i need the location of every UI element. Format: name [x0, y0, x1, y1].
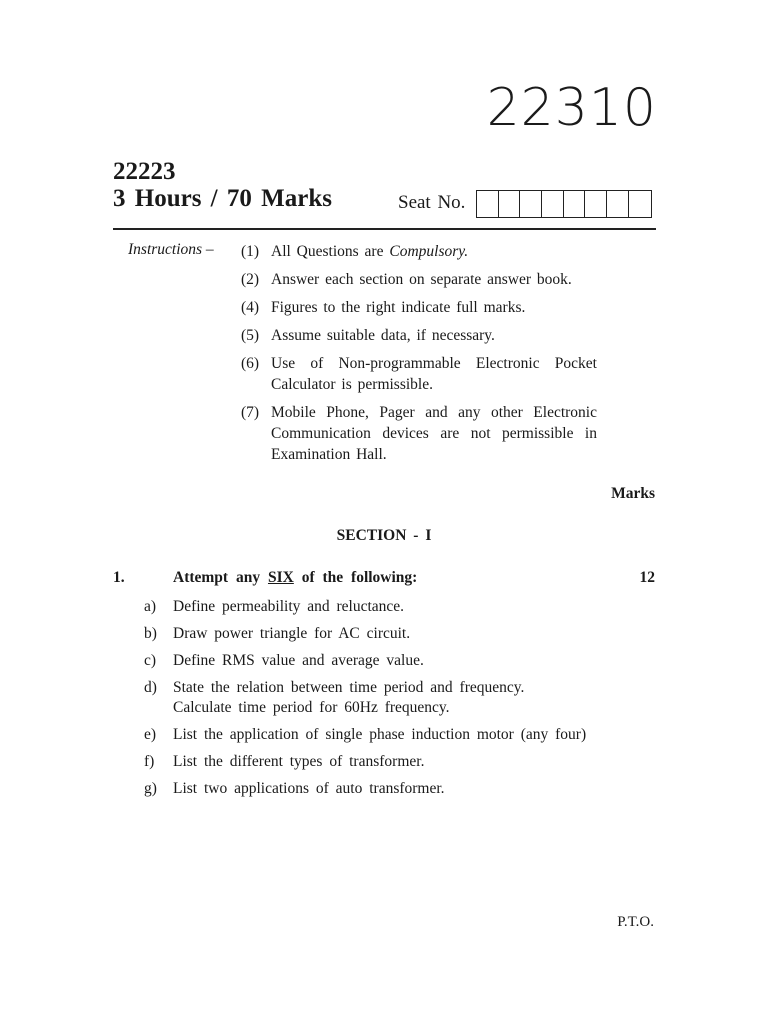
sub-question-text: Draw power triangle for AC circuit. — [173, 625, 411, 642]
seat-digit-box[interactable] — [629, 191, 651, 217]
instruction-number: (5) — [241, 327, 260, 344]
instruction-item — [241, 402, 597, 465]
question-heading-end: of the following: — [293, 569, 418, 586]
instruction-text — [271, 241, 597, 262]
sub-question-label: f) — [144, 753, 155, 770]
duration-marks: 3 Hours / 70 Marks — [113, 185, 332, 212]
instruction-text: Assume suitable data, if necessary. — [271, 327, 495, 344]
seat-digit-box[interactable] — [564, 191, 586, 217]
instructions-list — [241, 241, 597, 472]
instruction-item — [241, 297, 597, 318]
sub-question-list — [144, 597, 624, 806]
question-marks: 12 — [639, 569, 655, 586]
instruction-number: (6) — [241, 355, 260, 372]
sub-question-label: a) — [144, 598, 157, 615]
instruction-item — [241, 325, 597, 346]
sub-question-text: List the different types of transformer. — [173, 753, 425, 770]
sub-question-text: List two applications of auto transformer. — [173, 780, 445, 797]
instruction-item — [241, 269, 597, 290]
instruction-text-italic: Compulsory. — [389, 243, 469, 260]
sub-question-label: c) — [144, 652, 157, 669]
sub-question-line: Calculate time period for 60Hz frequency. — [173, 699, 450, 716]
instruction-text-plain: All Questions are — [271, 243, 390, 260]
sub-question — [144, 624, 624, 644]
seat-digit-box[interactable] — [585, 191, 607, 217]
instruction-text: Answer each section on separate answer book. — [271, 271, 572, 288]
instruction-text: Figures to the right indicate full marks. — [271, 299, 526, 316]
sub-question-label: g) — [144, 780, 157, 797]
instruction-item — [241, 353, 597, 395]
sub-question — [144, 597, 624, 617]
sub-question — [144, 651, 624, 671]
sub-question-text — [173, 678, 624, 718]
subject-code: 22223 — [113, 158, 176, 185]
sub-question-text: List the application of single phase induction motor (any four) — [173, 726, 587, 743]
sub-question — [144, 678, 624, 718]
sub-question-text: Define RMS value and average value. — [173, 652, 424, 669]
marks-column-label: Marks — [611, 485, 655, 502]
instruction-number: (4) — [241, 299, 260, 316]
seat-digit-box[interactable] — [542, 191, 564, 217]
seat-digit-box[interactable] — [499, 191, 521, 217]
instruction-text: Mobile Phone, Pager and any other Electronic Communication devices are not permissible in Examination Hall. — [271, 404, 597, 463]
sub-question-text: Define permeability and reluctance. — [173, 598, 405, 615]
sub-question — [144, 725, 624, 745]
instruction-number: (7) — [241, 404, 260, 421]
page-turn-note: P.T.O. — [617, 914, 654, 930]
instruction-item — [241, 241, 597, 262]
seat-digit-box[interactable] — [520, 191, 542, 217]
seat-digit-box[interactable] — [607, 191, 629, 217]
sub-question-label: e) — [144, 726, 157, 743]
seat-digit-box[interactable] — [477, 191, 499, 217]
question-heading-start: Attempt any — [173, 569, 268, 586]
question-heading-underlined: SIX — [267, 569, 294, 586]
paper-code: 22310 — [486, 78, 657, 138]
sub-question — [144, 752, 624, 772]
instruction-number: (2) — [241, 271, 260, 288]
sub-question — [144, 779, 624, 799]
instruction-number: (1) — [241, 243, 260, 260]
instructions-label: Instructions – — [128, 241, 214, 258]
sub-question-label: d) — [144, 679, 157, 696]
seat-number-label: Seat No. — [398, 192, 466, 213]
instruction-text: Use of Non-programmable Electronic Pocket Calculator is permissible. — [271, 355, 597, 393]
seat-number-boxes[interactable] — [476, 190, 652, 218]
sub-question-line: State the relation between time period and frequency. — [173, 679, 525, 696]
question-number: 1. — [113, 569, 125, 586]
sub-question-label: b) — [144, 625, 157, 642]
header-divider — [113, 228, 656, 230]
section-title: SECTION - I — [336, 527, 432, 544]
question-heading — [173, 569, 417, 587]
